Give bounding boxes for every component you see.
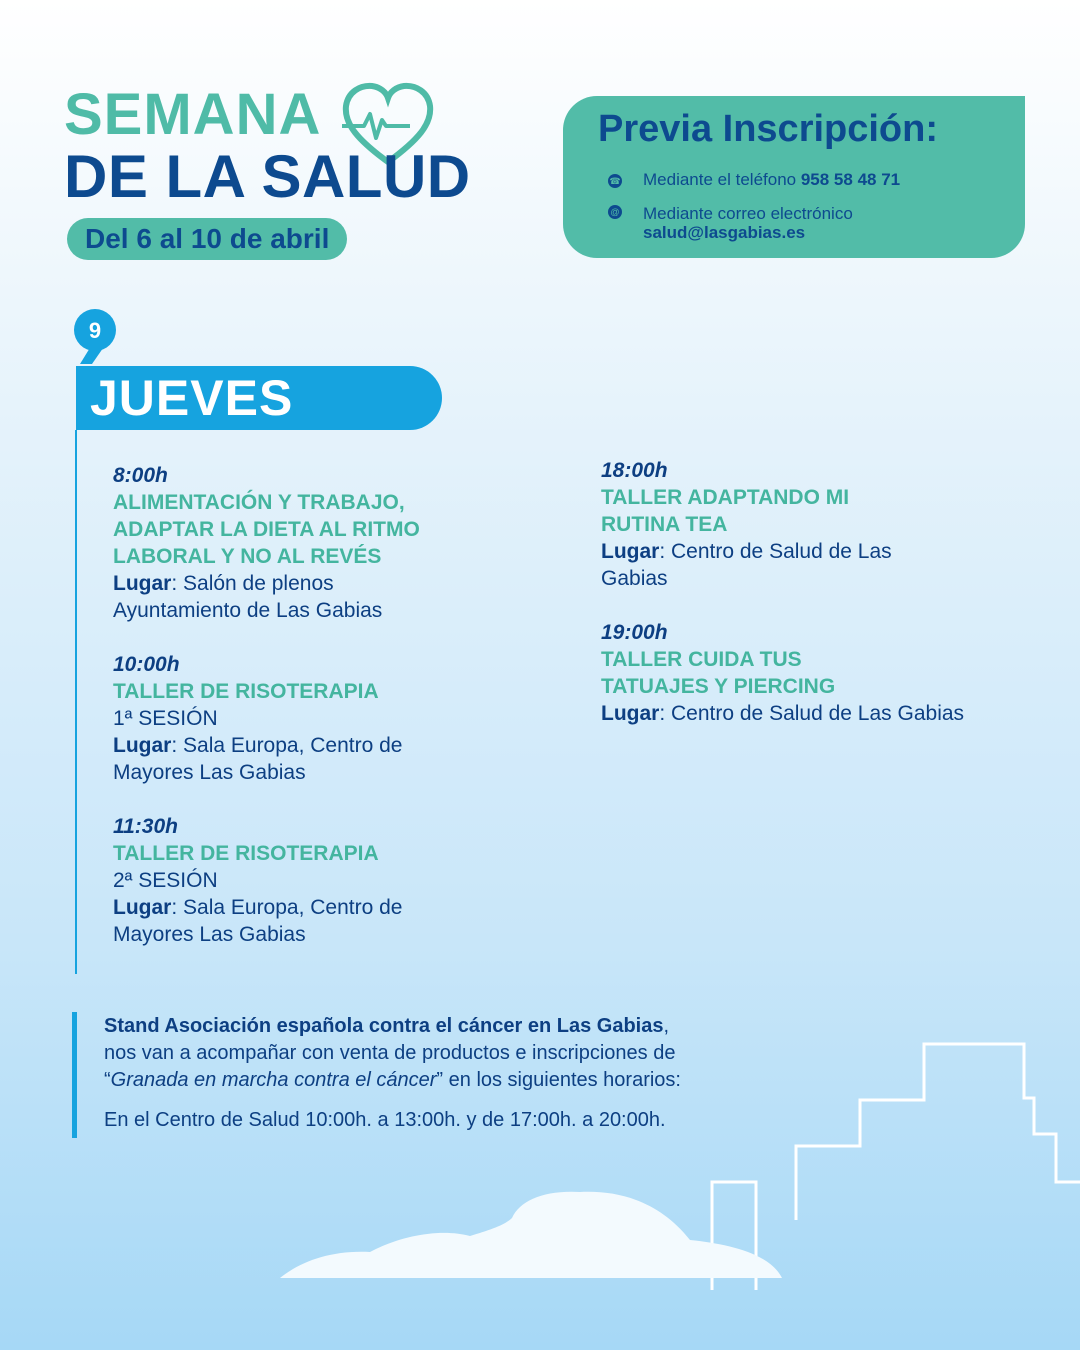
phone-number[interactable]: 958 58 48 71: [800, 170, 901, 189]
skyline-cloud-illustration: [0, 1040, 1080, 1350]
event-place: Lugar: Sala Europa, Centro de Mayores Las Gabias: [113, 896, 403, 946]
place-label: Lugar: [113, 572, 172, 595]
event-time: 18:00h: [601, 459, 668, 482]
email-label: Mediante correo electrónico: [643, 204, 853, 223]
phone-icon: ☎: [609, 176, 621, 186]
event-place: Lugar: Centro de Salud de Las Gabias: [601, 702, 965, 725]
event-place: Lugar: Salón de plenos Ayuntamiento de Las Gabias: [113, 572, 383, 622]
place-text: Centro de Salud de Las Gabias: [671, 702, 965, 725]
email-icon: @: [608, 205, 622, 219]
place-label: Lugar: [601, 540, 660, 563]
stand-hours: En el Centro de Salud 10:00h. a 13:00h. y de 17:00h. a 20:00h.: [104, 1109, 666, 1131]
inscription-box: [563, 96, 1025, 258]
event-item: [601, 457, 1021, 592]
place-text: Sala Europa, Centro de Mayores Las Gabias: [113, 896, 403, 946]
place-text: Salón de plenos Ayuntamiento de Las Gabias: [113, 572, 383, 622]
event-place: Lugar: Sala Europa, Centro de Mayores Las Gabias: [113, 734, 403, 784]
event-title: TALLER ADAPTANDO MI RUTINA TEA: [601, 486, 850, 536]
email-row: [643, 204, 853, 242]
inscription-title: Previa Inscripción:: [598, 108, 939, 150]
phone-row: [643, 170, 900, 189]
event-item: [113, 813, 533, 948]
event-session: 1ª SESIÓN: [113, 707, 218, 730]
place-label: Lugar: [601, 702, 660, 725]
event-item: [113, 462, 533, 624]
event-title: TALLER CUIDA TUS TATUAJES Y PIERCING: [601, 648, 836, 698]
event-title: TALLER DE RISOTERAPIA: [113, 842, 379, 865]
dates-badge: Del 6 al 10 de abril: [67, 218, 347, 260]
place-label: Lugar: [113, 734, 172, 757]
event-time: 11:30h: [113, 815, 178, 838]
stand-heading: Stand Asociación española contra el cáncer en Las Gabias: [104, 1015, 664, 1037]
event-session: 2ª SESIÓN: [113, 869, 218, 892]
event-item: [113, 651, 533, 786]
stand-text: Stand Asociación española contra el cáncer en Las Gabias, nos van a acompañar con venta de productos e inscripciones de “Granada en marcha contra el cáncer” en los siguientes horarios:: [104, 1015, 681, 1091]
event-place: Lugar: Centro de Salud de Las Gabias: [601, 540, 892, 590]
place-label: Lugar: [113, 896, 172, 919]
title-semana: SEMANA: [64, 82, 322, 147]
event-time: 8:00h: [113, 464, 168, 487]
place-text: Sala Europa, Centro de Mayores Las Gabias: [113, 734, 403, 784]
stand-text-2: en los siguientes horarios:: [443, 1069, 681, 1091]
email-address[interactable]: salud@lasgabias.es: [643, 223, 806, 242]
event-title: ALIMENTACIÓN Y TRABAJO, ADAPTAR LA DIETA AL RITMO LABORAL Y NO AL REVÉS: [113, 491, 420, 568]
place-text: Centro de Salud de Las Gabias: [601, 540, 892, 590]
day-bar: [76, 366, 442, 430]
campaign-name: Granada en marcha contra el cáncer: [110, 1069, 437, 1091]
day-name: JUEVES: [90, 370, 294, 426]
event-time: 10:00h: [113, 653, 180, 676]
phone-label: Mediante el teléfono: [643, 170, 797, 189]
timeline-line: [75, 430, 77, 974]
stand-text-1: nos van a acompañar con venta de productos e inscripciones de: [104, 1042, 676, 1064]
event-item: [601, 619, 1021, 727]
event-title: TALLER DE RISOTERAPIA: [113, 680, 379, 703]
day-number: 9: [88, 318, 102, 343]
title-de-la-salud: DE LA SALUD: [64, 143, 471, 210]
day-number-marker: [66, 308, 122, 364]
event-time: 19:00h: [601, 621, 668, 644]
